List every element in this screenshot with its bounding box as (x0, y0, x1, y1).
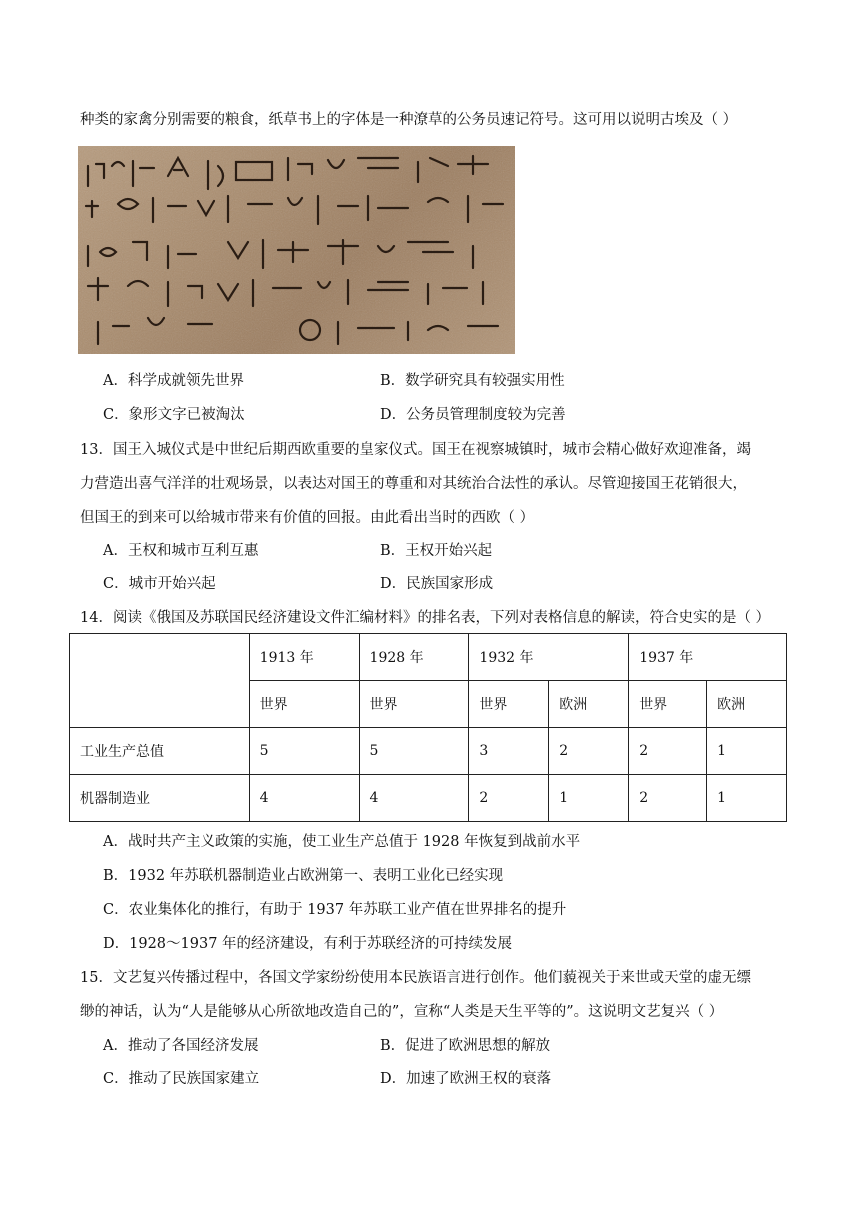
q15-option-d: D．加速了欧洲王权的衰落 (380, 1071, 552, 1087)
q13-line-1: 13．国王入城仪式是中世纪后期西欧重要的皇家仪式。国王在视察城镇时，城市会精心做好欢迎准备，竭 (80, 442, 751, 458)
ranking-table (69, 633, 787, 822)
table-sub-cell: 世界 (629, 681, 707, 728)
table-cell: 4 (249, 775, 359, 822)
table-cell: 1 (707, 728, 787, 775)
table-cell: 1 (549, 775, 629, 822)
q12-option-a: A．科学成就领先世界 (103, 373, 244, 389)
table-cell: 2 (469, 775, 549, 822)
q13-line-2: 力营造出喜气洋洋的壮观场景，以表达对国王的尊重和对其统治合法性的承认。尽管迎接国王花销很大， (80, 476, 747, 492)
table-year-1928: 1928 年 (359, 634, 469, 681)
table-year-1937: 1937 年 (629, 634, 787, 681)
q12-option-c: C．象形文字已被淘汰 (103, 407, 245, 423)
q15-line-1: 15．文艺复兴传播过程中，各国文学家纷纷使用本民族语言进行创作。他们藐视关于来世或天堂的虚无缥 (80, 970, 751, 986)
table-cell: 2 (629, 728, 707, 775)
table-cell: 5 (249, 728, 359, 775)
q13-option-b: B．王权开始兴起 (380, 543, 493, 559)
table-row (70, 728, 787, 775)
q13-option-d: D．民族国家形成 (380, 576, 494, 592)
table-sub-cell: 世界 (469, 681, 549, 728)
table-cell: 2 (549, 728, 629, 775)
q15-option-c: C．推动了民族国家建立 (103, 1071, 260, 1087)
q12-option-b: B．数学研究具有较强实用性 (380, 373, 565, 389)
table-sub-cell: 欧洲 (549, 681, 629, 728)
table-cell: 4 (359, 775, 469, 822)
table-cell: 3 (469, 728, 549, 775)
q13-option-a: A．王权和城市互利互惠 (103, 543, 259, 559)
q13-line-3: 但国王的到来可以给城市带来有价值的回报。由此看出当时的西欧（ ） (80, 510, 535, 526)
table-row-label: 工业生产总值 (70, 728, 250, 775)
table-sub-cell: 世界 (249, 681, 359, 728)
q14-option-b: B．1932 年苏联机器制造业占欧洲第一、表明工业化已经实现 (103, 868, 504, 884)
q14-option-c: C．农业集体化的推行，有助于 1937 年苏联工业产值在世界排名的提升 (103, 902, 567, 918)
q14-option-d: D．1928～1937 年的经济建设，有利于苏联经济的可持续发展 (103, 936, 513, 952)
table-cell: 1 (707, 775, 787, 822)
q14-stem: 14．阅读《俄国及苏联国民经济建设文件汇编材料》的排名表，下列对表格信息的解读，符合史实的是（ ） (80, 610, 771, 626)
q15-line-2: 缈的神话，认为“人是能够从心所欲地改造自己的”，宣称“人类是天生平等的”。这说明文艺复兴（ ） (80, 1004, 724, 1020)
q12-option-d: D．公务员管理制度较为完善 (380, 407, 566, 423)
table-cell: 5 (359, 728, 469, 775)
table-header-row (70, 634, 787, 681)
q12-text-tail: 种类的家禽分别需要的粮食，纸草书上的字体是一种潦草的公务员速记符号。这可用以说明古埃及（ ） (80, 112, 738, 128)
table-row-label: 机器制造业 (70, 775, 250, 822)
table-cell: 2 (629, 775, 707, 822)
q15-option-a: A．推动了各国经济发展 (103, 1038, 259, 1054)
table-corner-cell (70, 634, 250, 728)
table-sub-cell: 世界 (359, 681, 469, 728)
q15-option-b: B．促进了欧洲思想的解放 (380, 1038, 551, 1054)
q13-option-c: C．城市开始兴起 (103, 576, 216, 592)
table-year-1913: 1913 年 (249, 634, 359, 681)
papyrus-image (78, 146, 515, 354)
table-sub-cell: 欧洲 (707, 681, 787, 728)
q14-option-a: A．战时共产主义政策的实施，使工业生产总值于 1928 年恢复到战前水平 (103, 834, 581, 850)
table-year-1932: 1932 年 (469, 634, 629, 681)
table-row (70, 775, 787, 822)
